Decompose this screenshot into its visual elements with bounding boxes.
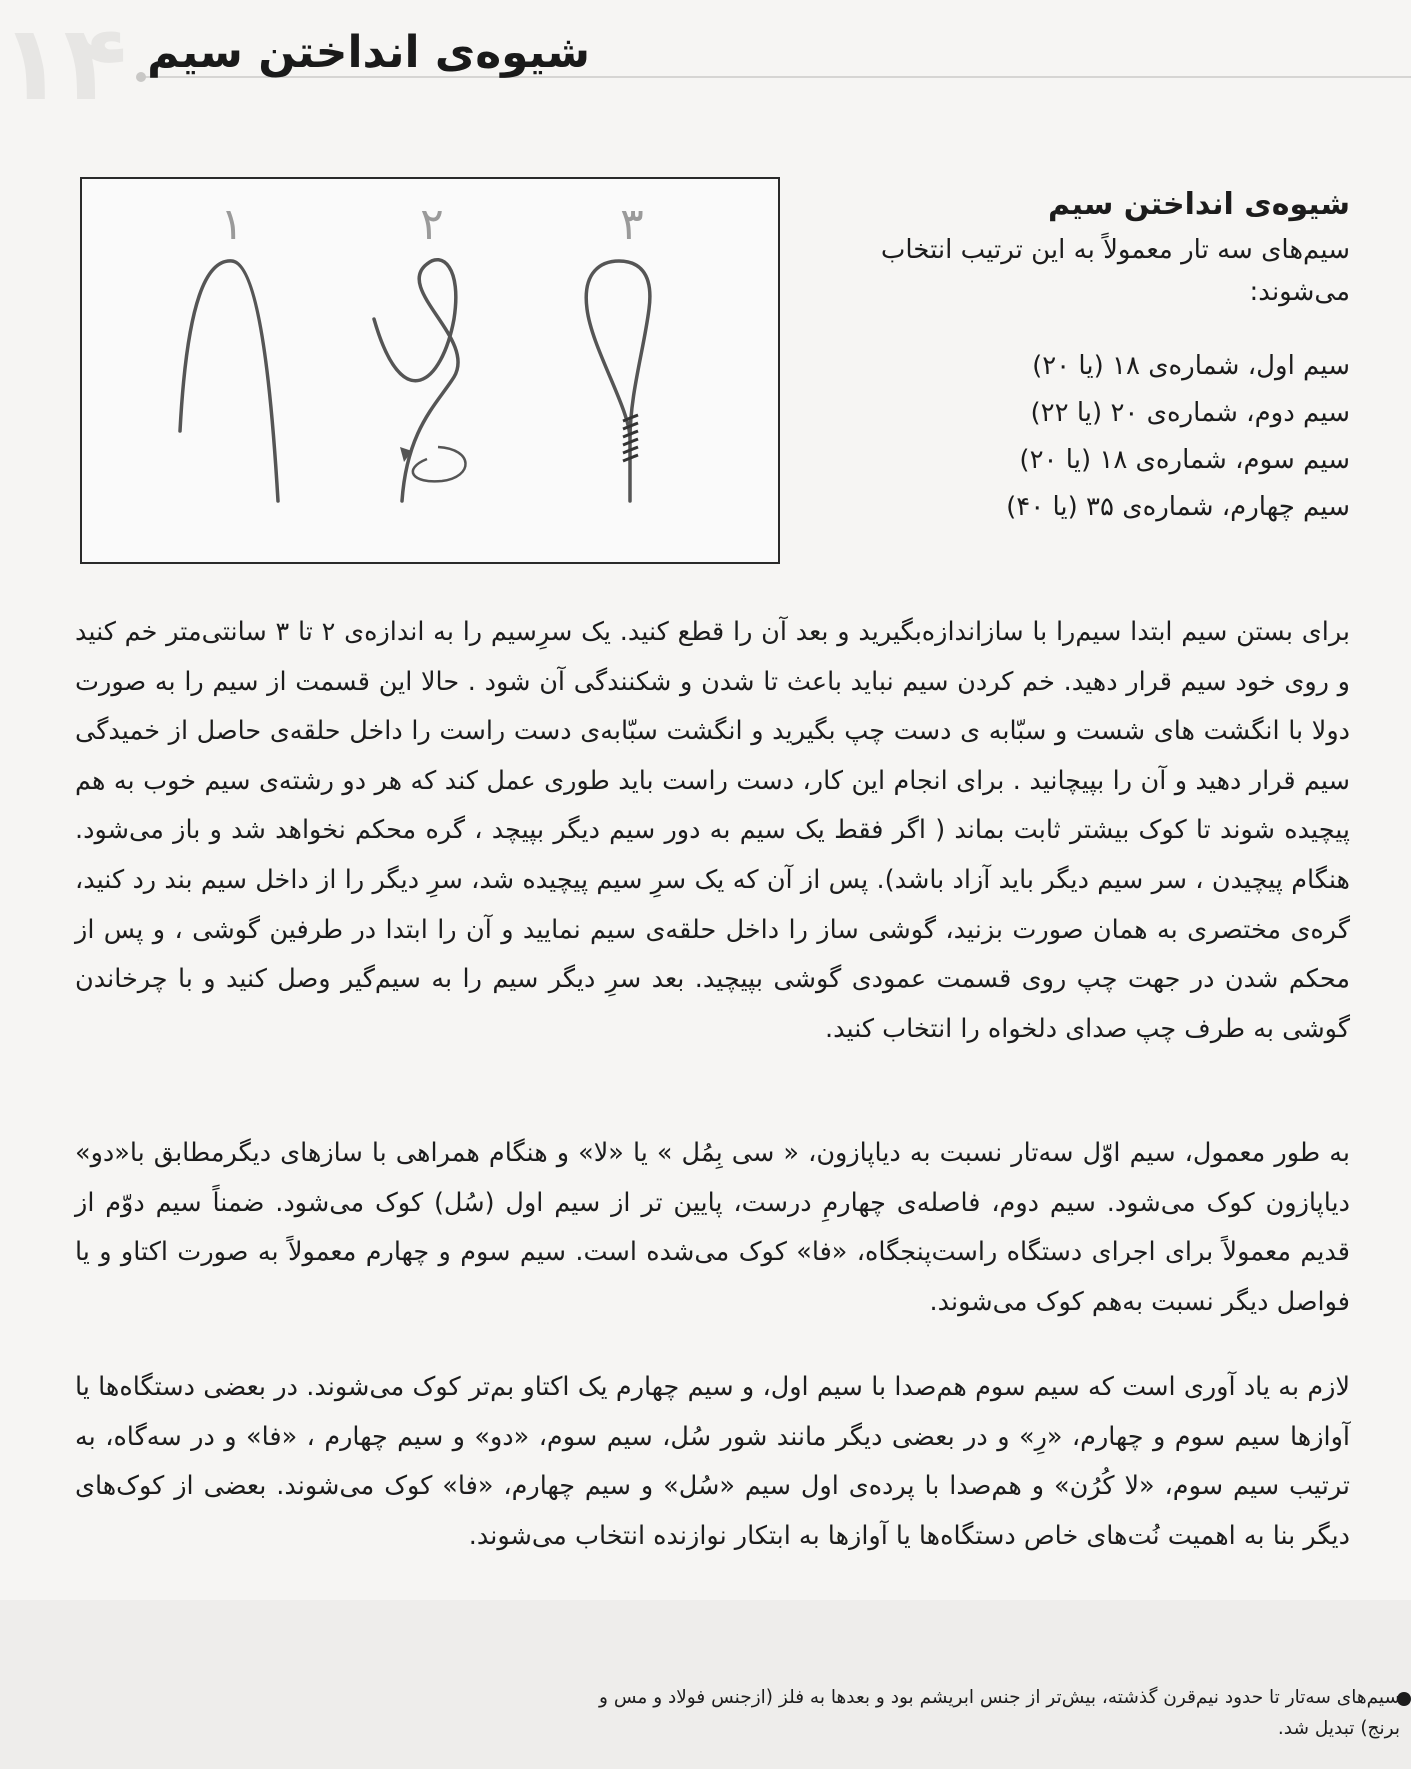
figure-label-3: ۳ bbox=[620, 199, 644, 250]
paragraph-stringing-method: برای بستن سیم ابتدا سیم‌را با سازاندازه‌بگیرید و بعد آن را قطع کنید. یک سرِسیم را به اندازه‌ی ۲ تا ۳ سانتی‌متر خم کنید و روی خود سیم قرار دهید. خم کردن سیم نباید باعث تا شدن و شکنندگی آن شود . حالا این قسمت از سیم را به صورت دولا با انگشت های شست و سبّابه ی دست چپ بگیرید و انگشت سبّابه‌ی دست راست را داخل حلقه‌ی حاصل از خمیدگی سیم قرار دهید و آن را بپیچانید . برای انجام این کار، دست راست باید طوری عمل کند که هر دو رشته‌ی سیم خوب به هم پیچیده شوند تا کوک بیشتر ثابت بماند ( اگر فقط یک سیم به دور سیم دیگر بپیچد ، گره محکم نخواهد شد و باز می‌شود. هنگام پیچیدن ، سر سیم دیگر باید آزاد باشد). پس از آن که یک سرِ سیم پیچیده شد، سرِ دیگر را از داخل سیم بند رد کنید، گره‌ی مختصری به همان صورت بزنید، گوشی ساز را داخل حلقه‌ی سیم نمایید و آن را ابتدا در طرفین گوشی ، و پس از محکم شدن در جهت چپ روی قسمت عمودی گوشی بپیچید. بعد سرِ دیگر سیم را به سیم‌گیر وصل کنید و با چرخاندن گوشی به طرف چپ صدای دلخواه را انتخاب کنید. bbox=[75, 617, 1351, 1044]
list-item: سیم اول، شماره‌ی ۱۸ (یا ۲۰) bbox=[1032, 351, 1350, 381]
paragraph-tuning: به طور معمول، سیم اوّل سه‌تار نسبت به دیاپازون، « سی بِمُل » یا «لا» و هنگام همراهی با سازهای دیگرمطابق با«دو» دیاپازون کوک می‌شود. سیم دوم، فاصله‌ی چهارمِ درست، پایین تر از سیم اول (سُل) کوک می‌شود. ضمناً سیم دوّم از قدیم معمولاً برای اجرای دستگاه راست‌پنجگاه، «فا» کوک می‌شده است. سیم سوم و چهارم معمولاً به صورت اکتاو و یا فواصل دیگر نسبت به‌هم کوک می‌شوند. bbox=[75, 1138, 1350, 1317]
list-item: سیم چهارم، شماره‌ی ۳۵ (یا ۴۰) bbox=[1006, 492, 1350, 522]
wire-gauge-list bbox=[820, 343, 1350, 531]
list-item: سیم دوم، شماره‌ی ۲۰ (یا ۲۲) bbox=[1030, 398, 1350, 428]
header-dot bbox=[136, 72, 146, 82]
section-title: شیوه‌ی انداختن سیم bbox=[1048, 187, 1350, 222]
figure-label-1: ۱ bbox=[220, 199, 244, 250]
list-item: سیم سوم، شماره‌ی ۱۸ (یا ۲۰) bbox=[1019, 445, 1350, 475]
wire-step-1-loop bbox=[180, 261, 278, 501]
figure-label-2: ۲ bbox=[420, 199, 444, 250]
section-intro: سیم‌های سه تار معمولاً به این ترتیب انتخاب می‌شوند: bbox=[880, 235, 1350, 307]
wire-knot-figure bbox=[80, 177, 780, 564]
wire-step-2-twist-arrow bbox=[413, 447, 466, 481]
wire-step-3-loop bbox=[586, 261, 650, 501]
wire-selection-box bbox=[820, 183, 1350, 531]
footnote: سیم‌های سه‌تار تا حدود نیم‌قرن گذشته، بیش‌تر از جنس ابریشم بود و بعدها به فلز (ازجنس فولاد و مس و برنج) تبدیل شد. bbox=[599, 1687, 1400, 1739]
page-number: ۱۴ bbox=[0, 2, 127, 124]
paragraph-dastgah-tuning: لازم به یاد آوری است که سیم سوم هم‌صدا با سیم اول، و سیم چهارم یک اکتاو بم‌تر کوک می‌شوند. در بعضی دستگاه‌ها یا آوازها سیم سوم و چهارم، «رِ» و در بعضی دیگر مانند شور سُل، سیم سوم، «دو» و سیم چهارم ، «فا» و در سه‌گاه، به ترتیب سیم سوم، «لا کُرُن» و هم‌صدا با پرده‌ی اول سیم «سُل» و سیم چهارم، «فا» کوک می‌شوند. بعضی از کوک‌های دیگر بنا به اهمیت نُت‌های خاص دستگاه‌ها یا آوازها به ابتکار نوازنده انتخاب می‌شوند. bbox=[75, 1372, 1350, 1551]
chapter-title: شیوه‌ی انداختن سیم bbox=[147, 27, 590, 78]
